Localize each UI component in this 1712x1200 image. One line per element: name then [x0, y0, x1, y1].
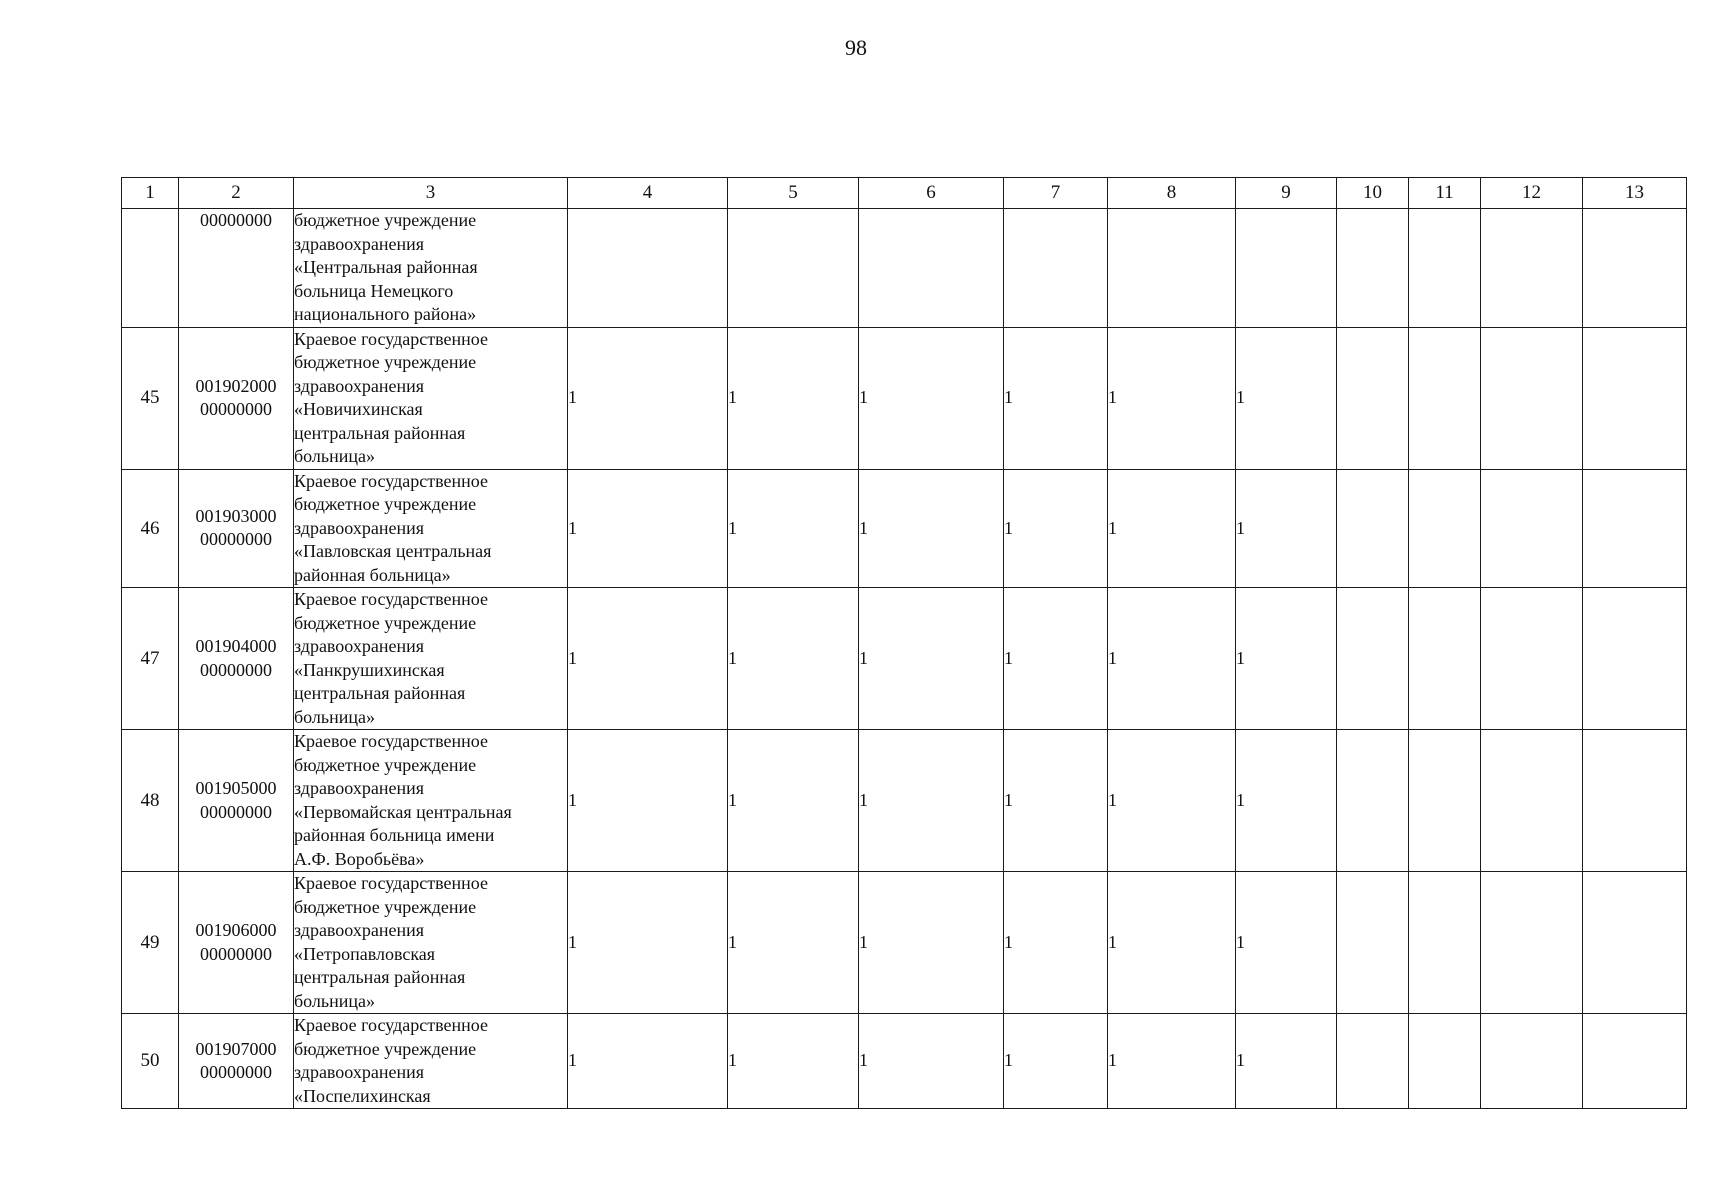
value-cell: [1583, 327, 1687, 469]
institution-name-cell: [294, 327, 568, 469]
row-number-cell: 46: [122, 469, 179, 588]
code-line: 00000000: [200, 529, 272, 550]
name-line: «Новичихинская: [294, 399, 423, 419]
value-cell: 1: [1236, 327, 1337, 469]
code-line: 001902000: [195, 375, 277, 396]
name-line: районная больница имени: [294, 825, 495, 845]
value-cell: [1337, 1014, 1409, 1109]
value-cell: 1: [568, 730, 728, 872]
name-line: Краевое государственное: [294, 731, 488, 751]
name-line: районная больница»: [294, 564, 451, 585]
name-line: Краевое государственное: [294, 589, 488, 609]
value-cell: [859, 209, 1004, 328]
value-cell: [1583, 730, 1687, 872]
value-cell: [1337, 327, 1409, 469]
value-cell: [728, 209, 859, 328]
name-line: «Центральная районная: [294, 257, 478, 277]
column-header: 4: [568, 178, 728, 209]
code-cell: [179, 588, 294, 730]
name-line: центральная районная: [294, 422, 466, 443]
data-table: [121, 177, 1687, 1109]
row-number-cell: 48: [122, 730, 179, 872]
value-cell: 1: [859, 327, 1004, 469]
value-cell: 1: [859, 1014, 1004, 1109]
name-line: «Павловская центральная: [294, 541, 492, 561]
institution-name-cell: [294, 730, 568, 872]
column-header: 7: [1004, 178, 1108, 209]
column-header: 9: [1236, 178, 1337, 209]
name-line: здравоохранения: [294, 636, 425, 656]
value-cell: [1337, 588, 1409, 730]
value-cell: [1481, 209, 1583, 328]
value-cell: 1: [1108, 1014, 1236, 1109]
code-line: 00000000: [200, 801, 272, 822]
column-header: 10: [1337, 178, 1409, 209]
row-number-cell: 49: [122, 872, 179, 1014]
value-cell: [1409, 588, 1481, 730]
value-cell: 1: [1108, 588, 1236, 730]
code-cell: [179, 327, 294, 469]
name-line: «Петропавловская: [294, 943, 436, 964]
column-header: 1: [122, 178, 179, 209]
header-row: [122, 178, 1687, 209]
value-cell: 1: [1108, 730, 1236, 872]
value-cell: [1409, 327, 1481, 469]
name-line: Краевое государственное: [294, 1015, 488, 1035]
value-cell: 1: [728, 469, 859, 588]
name-line: больница»: [294, 446, 375, 466]
value-cell: [1337, 872, 1409, 1014]
value-cell: [1481, 1014, 1583, 1109]
name-line: больница»: [294, 706, 375, 727]
name-line: бюджетное учреждение: [294, 494, 477, 514]
value-cell: [1583, 209, 1687, 328]
value-cell: 1: [1108, 469, 1236, 588]
name-line: здравоохранения: [294, 517, 425, 538]
value-cell: [1108, 209, 1236, 328]
name-line: бюджетное учреждение: [294, 612, 477, 633]
name-line: национального района»: [294, 304, 477, 324]
table-row-continuation: [122, 209, 1687, 328]
value-cell: 1: [1004, 1014, 1108, 1109]
institution-name-cell: [294, 588, 568, 730]
value-cell: [1337, 469, 1409, 588]
institution-name-cell: [294, 469, 568, 588]
name-line: бюджетное учреждение: [294, 754, 477, 775]
name-line: «Первомайская центральная: [294, 801, 512, 822]
value-cell: [1409, 1014, 1481, 1109]
code-line: 00000000: [200, 210, 272, 230]
code-line: 001905000: [195, 778, 277, 798]
name-line: здравоохранения: [294, 1062, 425, 1082]
value-cell: 1: [728, 588, 859, 730]
value-cell: 1: [1108, 872, 1236, 1014]
table-row: [122, 469, 1687, 588]
name-line: бюджетное учреждение: [294, 352, 477, 372]
institution-name-cell: [294, 209, 568, 328]
value-cell: 1: [1004, 469, 1108, 588]
code-cell: [179, 730, 294, 872]
value-cell: 1: [1108, 327, 1236, 469]
name-line: здравоохранения: [294, 233, 425, 254]
table-row: [122, 730, 1687, 872]
value-cell: 1: [728, 1014, 859, 1109]
value-cell: [1481, 730, 1583, 872]
value-cell: 1: [568, 588, 728, 730]
name-line: здравоохранения: [294, 920, 425, 940]
column-header: 13: [1583, 178, 1687, 209]
column-header: 12: [1481, 178, 1583, 209]
code-cell: [179, 469, 294, 588]
value-cell: 1: [859, 730, 1004, 872]
name-line: больница»: [294, 990, 375, 1011]
name-line: «Поспелихинская: [294, 1085, 431, 1106]
name-line: бюджетное учреждение: [294, 896, 477, 917]
row-number-cell: [122, 209, 179, 328]
code-line: 001904000: [195, 636, 277, 656]
value-cell: [568, 209, 728, 328]
code-line: 001906000: [195, 920, 277, 940]
value-cell: 1: [1236, 730, 1337, 872]
code-cell: [179, 1014, 294, 1109]
name-line: «Панкрушихинская: [294, 659, 445, 680]
value-cell: [1004, 209, 1108, 328]
code-cell: [179, 209, 294, 328]
code-line: 001907000: [195, 1038, 277, 1059]
value-cell: 1: [728, 872, 859, 1014]
code-line: 00000000: [200, 1062, 272, 1082]
code-line: 00000000: [200, 943, 272, 964]
table-row: [122, 1014, 1687, 1109]
column-header: 2: [179, 178, 294, 209]
name-line: бюджетное учреждение: [294, 1038, 477, 1059]
row-number-cell: 47: [122, 588, 179, 730]
page-number: 98: [845, 35, 867, 60]
value-cell: 1: [568, 469, 728, 588]
value-cell: [1409, 469, 1481, 588]
value-cell: [1481, 469, 1583, 588]
value-cell: 1: [568, 327, 728, 469]
value-cell: [1409, 209, 1481, 328]
value-cell: [1337, 209, 1409, 328]
column-header: 3: [294, 178, 568, 209]
name-line: больница Немецкого: [294, 280, 454, 301]
row-number-cell: 50: [122, 1014, 179, 1109]
code-cell: [179, 872, 294, 1014]
value-cell: 1: [728, 730, 859, 872]
value-cell: 1: [568, 1014, 728, 1109]
column-header: 8: [1108, 178, 1236, 209]
value-cell: [1409, 872, 1481, 1014]
value-cell: 1: [1004, 872, 1108, 1014]
name-line: здравоохранения: [294, 375, 425, 396]
value-cell: 1: [859, 469, 1004, 588]
value-cell: [1481, 588, 1583, 730]
value-cell: [1583, 1014, 1687, 1109]
name-line: Краевое государственное: [294, 328, 488, 349]
name-line: Краевое государственное: [294, 873, 488, 893]
column-header: 6: [859, 178, 1004, 209]
table-row: [122, 588, 1687, 730]
institution-name-cell: [294, 1014, 568, 1109]
value-cell: 1: [1236, 469, 1337, 588]
code-line: 001903000: [195, 505, 277, 526]
value-cell: 1: [1236, 1014, 1337, 1109]
value-cell: 1: [1236, 588, 1337, 730]
table-row: [122, 327, 1687, 469]
institution-name-cell: [294, 872, 568, 1014]
code-line: 00000000: [200, 659, 272, 680]
value-cell: 1: [1004, 327, 1108, 469]
value-cell: [1481, 872, 1583, 1014]
value-cell: 1: [859, 872, 1004, 1014]
value-cell: 1: [728, 327, 859, 469]
name-line: А.Ф. Воробьёва»: [294, 848, 425, 869]
value-cell: 1: [1004, 588, 1108, 730]
column-header: 11: [1409, 178, 1481, 209]
code-line: 00000000: [200, 399, 272, 419]
value-cell: [1236, 209, 1337, 328]
name-line: центральная районная: [294, 683, 466, 703]
value-cell: 1: [1004, 730, 1108, 872]
value-cell: 1: [859, 588, 1004, 730]
column-header: 5: [728, 178, 859, 209]
value-cell: [1583, 872, 1687, 1014]
value-cell: 1: [568, 872, 728, 1014]
value-cell: [1583, 588, 1687, 730]
name-line: бюджетное учреждение: [294, 210, 477, 230]
value-cell: [1337, 730, 1409, 872]
value-cell: [1481, 327, 1583, 469]
name-line: центральная районная: [294, 967, 466, 987]
value-cell: [1409, 730, 1481, 872]
name-line: здравоохранения: [294, 778, 425, 798]
value-cell: [1583, 469, 1687, 588]
row-number-cell: 45: [122, 327, 179, 469]
name-line: Краевое государственное: [294, 470, 488, 491]
table-row: [122, 872, 1687, 1014]
value-cell: 1: [1236, 872, 1337, 1014]
